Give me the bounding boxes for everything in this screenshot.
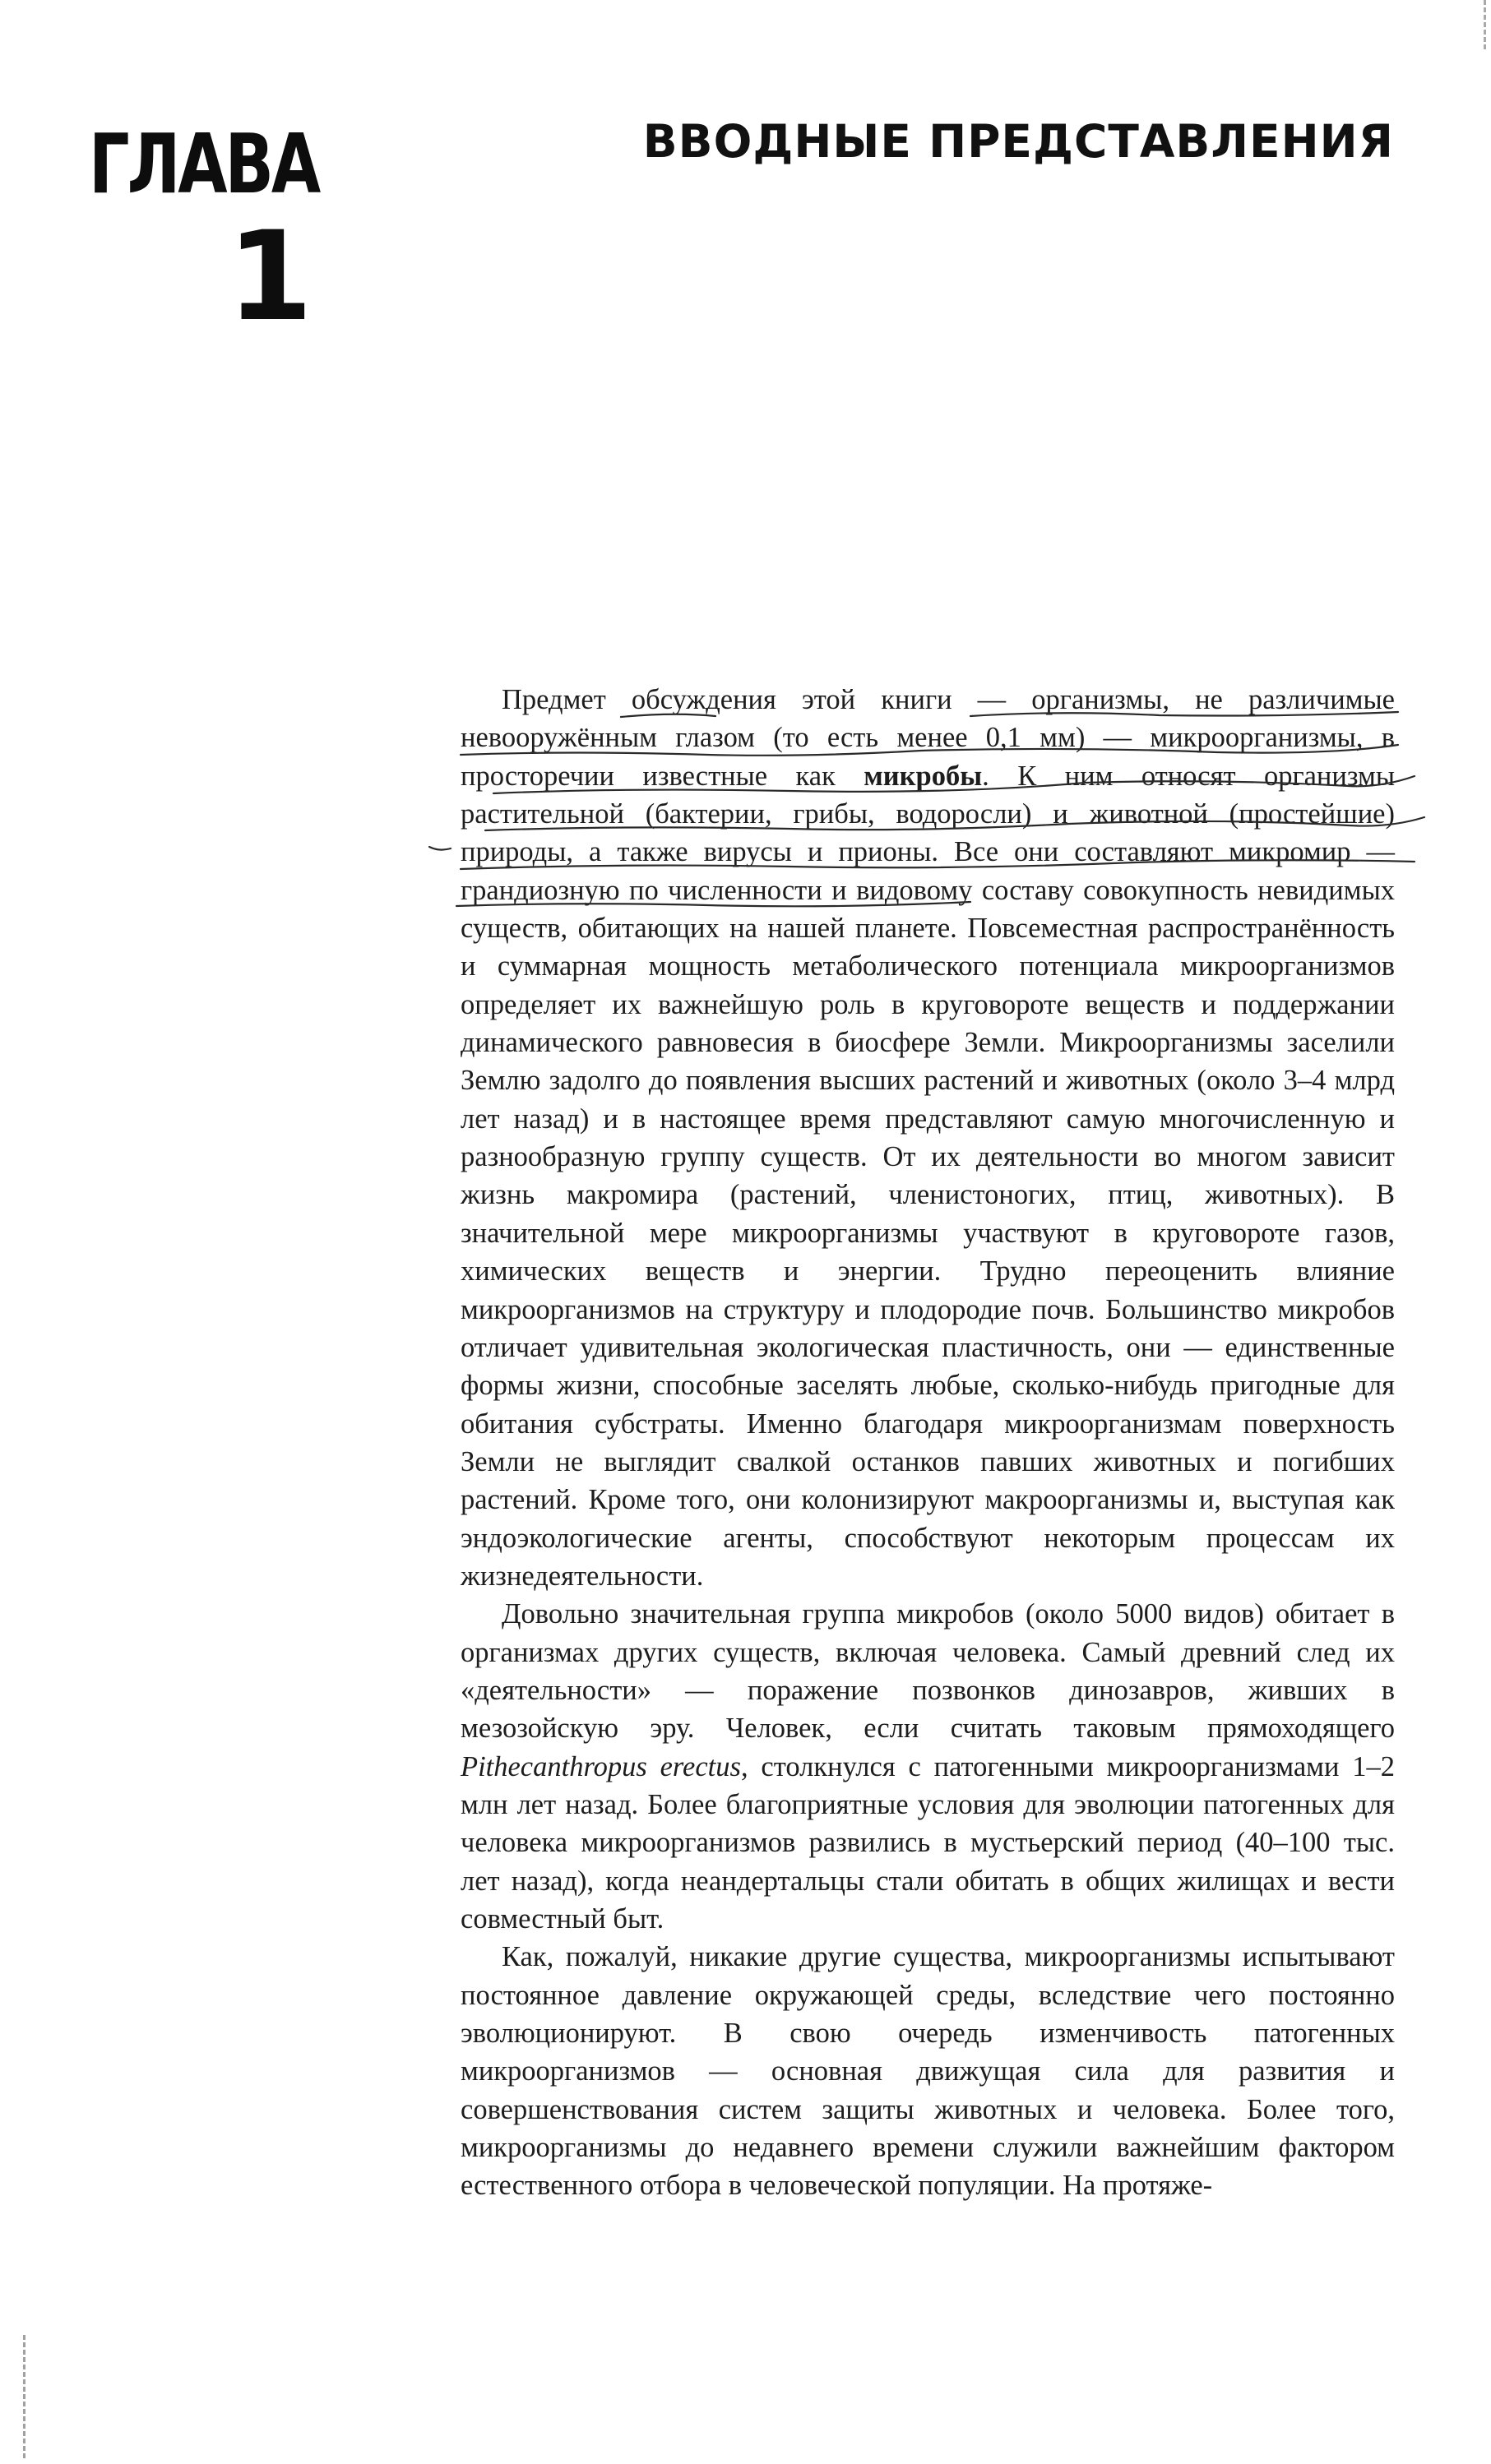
scan-edge-mark-top — [1484, 0, 1491, 49]
chapter-label: ГЛАВА — [89, 116, 319, 212]
scan-edge-marks — [23, 2335, 29, 2458]
species-name: Pithecanthropus erectus — [461, 1750, 741, 1782]
paragraph-1-text-b: . К ним относят организмы растительной (бактерии, грибы, водоросли) и животной (простейшие) природы, а также вирусы и прионы. Все они составляют микромир — грандиозную по численности и видовому составу совокупность невидимых существ, обитающих на нашей планете. Повсеместная распространённость и суммарная мощность метаболического потенциала микроорганизмов определяет их важнейшую роль в круговороте веществ и поддержании динамического равновесия в биосфере Земли. Микроорганизмы заселили Землю задолго до появления высших растений и животных (около 3–4 млрд лет назад) и в настоящее время представляют самую многочисленную и разнообразную группу существ. От их деятельности во многом зависит жизнь макромира (растений, членистоногих, птиц, животных). В значительной мере микроорганизмы участвуют в круговороте газов, химических веществ и энергии. Трудно переоценить влияние микроорганизмов на структуру и плодородие почв. Большинство микробов отличает удивительная экологическая пластичность, они — единственные формы жизни, способные заселять любые, сколько-нибудь пригодные для обитания субстраты. Именно благодаря микроорганизмам поверхность Земли не выглядит свалкой останков павших животных и погибших растений. Кроме того, они колонизируют макроорганизмы и, выступая как эндоэкологические агенты, способствуют некоторым процессам их жизнедеятельности. — [461, 760, 1396, 1592]
paragraph-1-text-a: Предмет обсуждения этой книги — организмы, не различимые невооружённым глазом (то есть менее 0,1 мм) — микроорганизмы, в просторечии известные как — [461, 684, 1395, 792]
paragraph-2-text-b: , столкнулся с патогенными микроорганизмами 1–2 млн лет назад. Более благоприятные условия для эволюции патогенных для человека микроорганизмов развились в мустьерский период (40–100 тыс. лет назад), когда неандертальцы стали обитать в общих жилищах и вести совместный быт. — [461, 1750, 1395, 1935]
body-text — [461, 681, 1395, 2205]
paragraph-3: Как, пожалуй, никакие другие существа, микроорганизмы испытывают постоянное давление окружающей среды, вследствие чего постоянно эволюционируют. В свою очередь изменчивость патогенных микроорганизмов — основная движущая сила для развития и совершенствования систем защиты животных и человека. Более того, микроорганизмы до недавнего времени служили важнейшим фактором естественного отбора в человеческой популяции. На протяже- — [461, 1941, 1395, 2202]
term-microbes: микробы — [864, 760, 983, 792]
paragraph-1 — [461, 681, 1395, 1595]
paragraph-2 — [461, 1595, 1395, 1938]
chapter-number: 1 — [227, 206, 313, 349]
chapter-title: ВВОДНЫЕ ПРЕДСТАВЛЕНИЯ — [642, 115, 1394, 168]
paragraph-2-text-a: Довольно значительная группа микробов (около 5000 видов) обитает в организмах других существ, включая человека. Самый древний след их «деятельности» — поражение позвонков динозавров, живших в мезозойскую эру. Человек, если считать таковым прямоходящего — [461, 1598, 1395, 1745]
